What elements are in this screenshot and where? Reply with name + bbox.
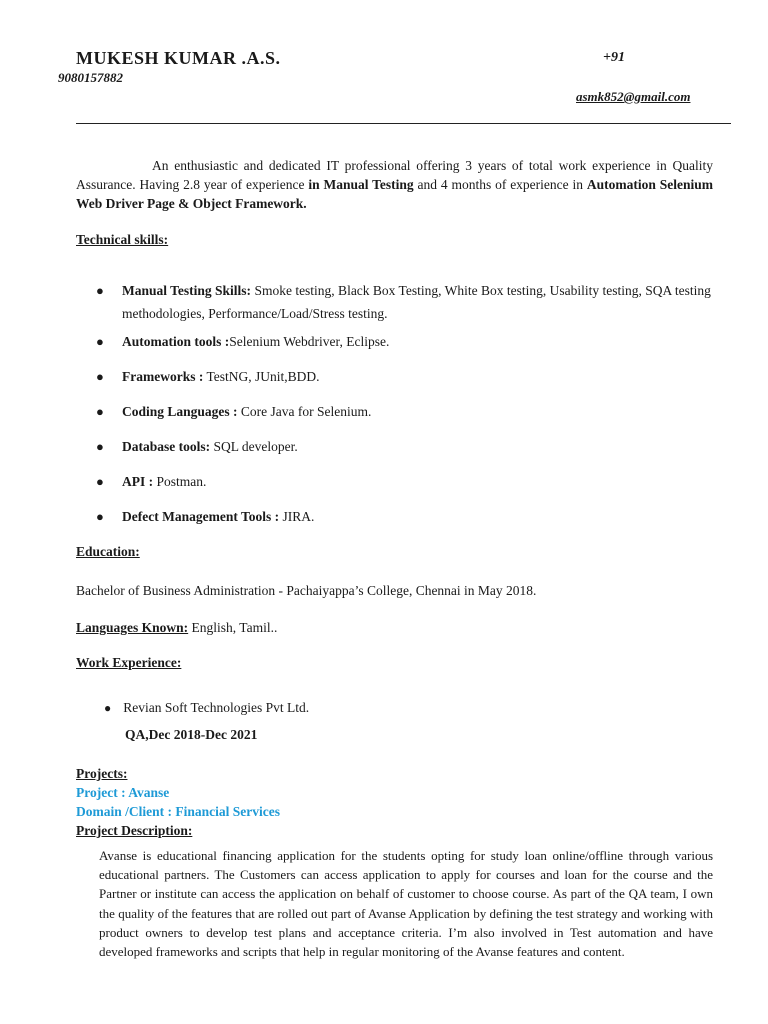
skill-item (96, 365, 713, 388)
project-description-heading: Project Description: (76, 823, 193, 838)
project-domain: Domain /Client : Financial Services (76, 804, 280, 819)
work-experience-heading: Work Experience: (76, 655, 182, 670)
skill-value: TestNG, JUnit,BDD. (203, 369, 320, 384)
languages-text: English, Tamil.. (188, 620, 278, 635)
projects-heading: Projects: (76, 766, 128, 781)
summary-bold-1: in Manual Testing (308, 177, 414, 192)
skill-label: API : (122, 474, 154, 489)
bullet-icon: ● (96, 509, 104, 524)
education-heading: Education: (76, 544, 140, 559)
summary-text-1: An enthusiastic and dedicated IT professional offering 3 years of total work experience in Quality Assurance. Having 2.8 year of experience (76, 158, 713, 192)
candidate-name: MUKESH KUMAR .A.S. (76, 48, 281, 68)
bullet-icon: ● (96, 474, 104, 489)
skill-item (96, 330, 713, 353)
email-link[interactable]: asmk852@gmail.com (576, 89, 691, 104)
company-name: Revian Soft Technologies Pvt Ltd. (123, 700, 310, 715)
skill-label: Database tools: (122, 439, 211, 454)
skill-item (96, 505, 713, 528)
bullet-icon: ● (96, 283, 104, 298)
skill-label: Frameworks : (122, 369, 204, 384)
bullet-icon: ● (96, 404, 104, 419)
skill-label: Defect Management Tools : (122, 509, 280, 524)
skill-item (96, 435, 713, 458)
skill-item (96, 279, 713, 325)
skill-value: Postman. (153, 474, 207, 489)
skill-value: Selenium Webdriver, Eclipse. (229, 334, 390, 349)
skill-label: Coding Languages : (122, 404, 238, 419)
skill-label: Manual Testing Skills: (122, 283, 252, 298)
header-divider (76, 123, 731, 124)
skill-item (96, 470, 713, 493)
education-text: Bachelor of Business Administration - Pachaiyappa’s College, Chennai in May 2018. (76, 583, 537, 598)
bullet-icon: ● (104, 701, 112, 715)
project-name: Project : Avanse (76, 785, 170, 800)
work-role: QA,Dec 2018-Dec 2021 (125, 727, 258, 742)
technical-skills-list (96, 279, 713, 528)
skill-value: SQL developer. (210, 439, 298, 454)
skill-value: JIRA. (279, 509, 315, 524)
phone-country-code: +91 (603, 50, 625, 65)
bullet-icon: ● (96, 439, 104, 454)
skill-value: Smoke testing, Black Box Testing, White Box testing, Usability testing, SQA testing methodologies, Performance/Load/Stress testing. (122, 283, 711, 321)
project-description: Avanse is educational financing application for the students opting for study loan online/offline through various educational partners. The Customers can access application to apply for courses and loan for the course and the Partner or institute can access the application on behalf of customer to choose course. As part of the QA team, I own the quality of the features that are rolled out part of Avanse Application by defining the test strategy and working with product owners to develop test plans and acceptance criteria. I’m also involved in Test automation and have developed frameworks and scripts that help in regular monitoring of the Avanse features and content. (99, 848, 713, 960)
languages-line (76, 620, 277, 636)
phone-number: 9080157882 (58, 70, 123, 85)
technical-skills-heading: Technical skills: (76, 232, 169, 247)
work-company-item (104, 700, 309, 716)
professional-summary (76, 156, 713, 213)
skill-value: Core Java for Selenium. (237, 404, 372, 419)
bullet-icon: ● (96, 369, 104, 384)
summary-text-2: and 4 months of experience in (413, 177, 587, 192)
skill-item (96, 400, 713, 423)
languages-heading: Languages Known: (76, 620, 189, 635)
skill-label: Automation tools : (122, 334, 230, 349)
summary-bold-2: Automation Selenium Web Driver Page & Object Framework. (76, 177, 713, 211)
bullet-icon: ● (96, 334, 104, 349)
